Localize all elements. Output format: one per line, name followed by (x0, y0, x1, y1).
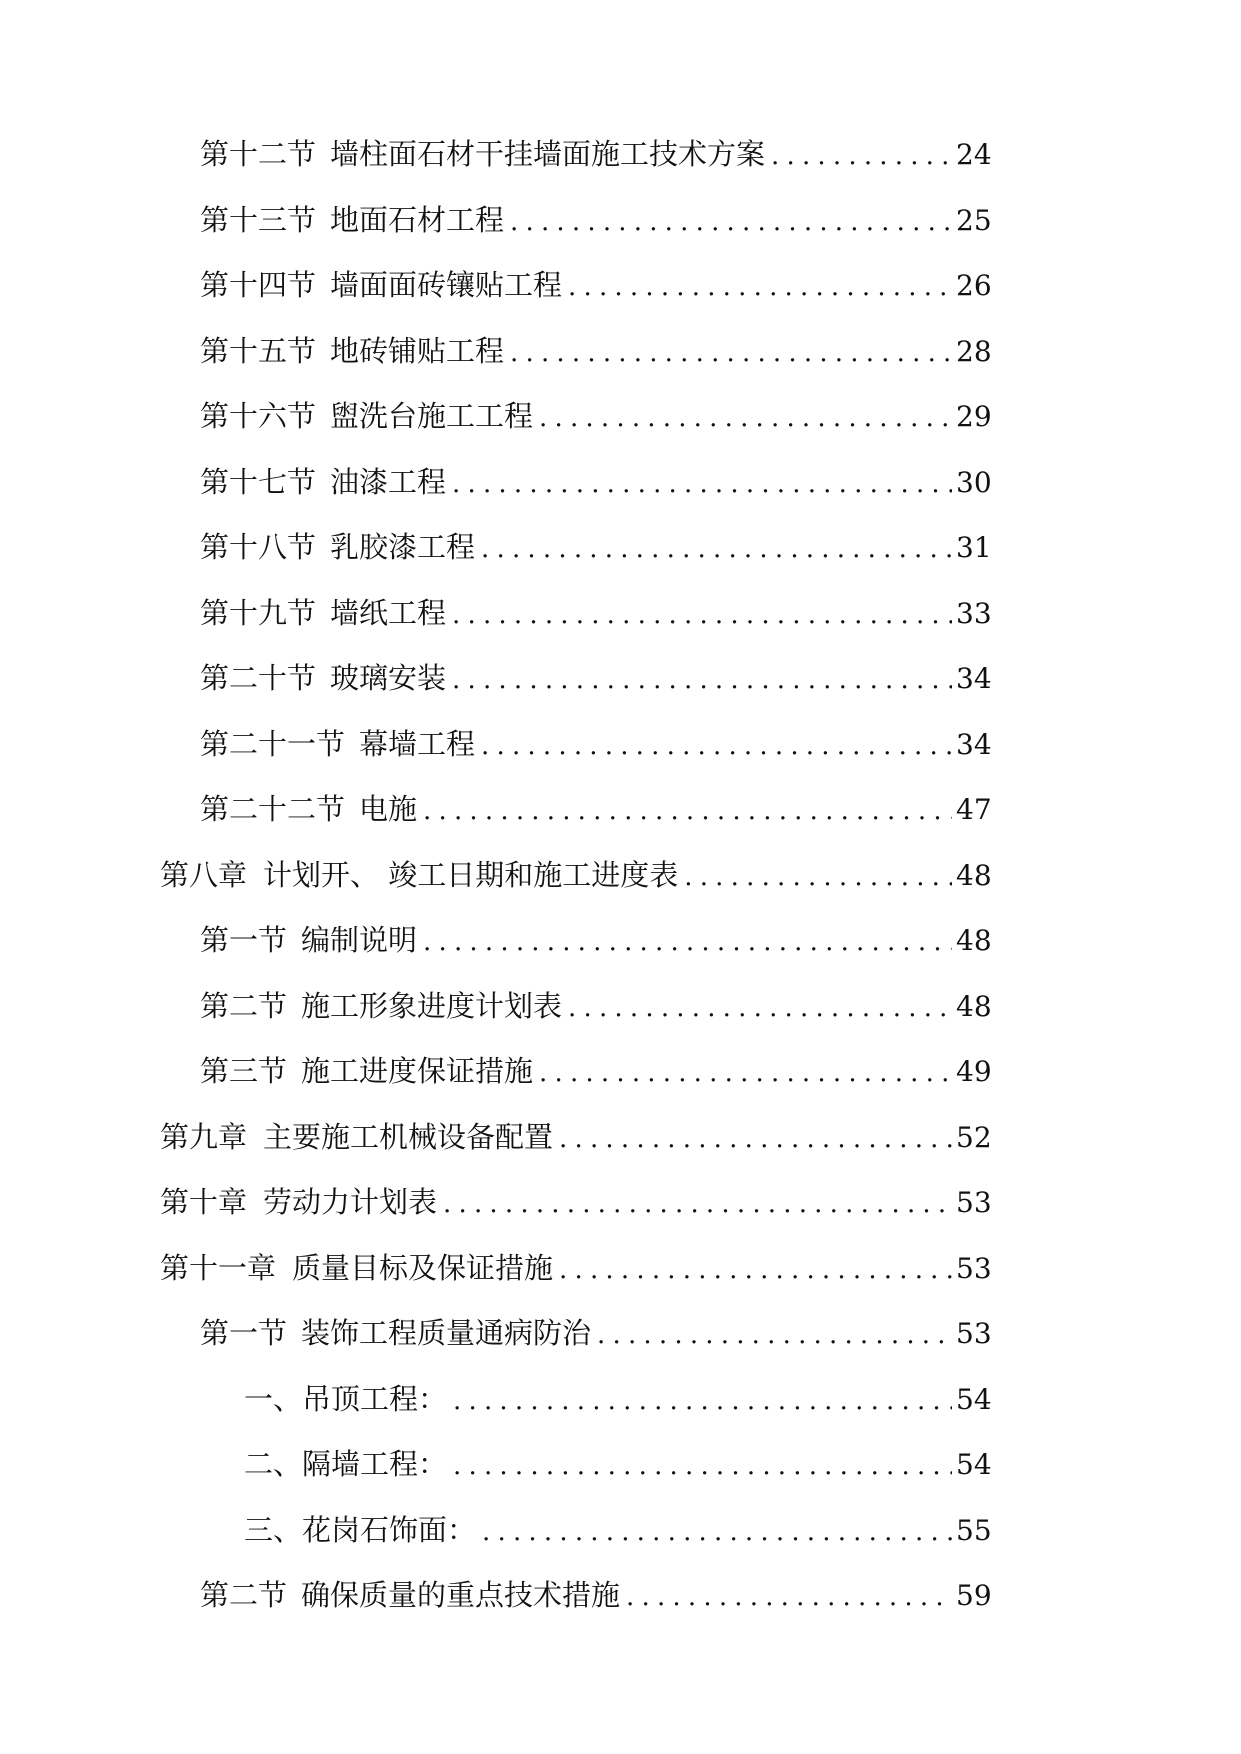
toc-entry-title: 计划开、 竣工日期和施工进度表 (263, 857, 679, 892)
toc-entry-title: 编制说明 (301, 923, 418, 957)
toc-entry-title: 地砖铺贴工程 (330, 333, 505, 368)
toc-entry-title: 地面石材工程 (330, 202, 505, 237)
toc-entry-number: 第二十节 (200, 661, 317, 695)
toc-entry-page: 59 (956, 1579, 992, 1612)
dot-leader (771, 124, 952, 190)
dot-leader (539, 386, 952, 452)
dot-leader (452, 583, 952, 649)
toc-chapter-entry[interactable] (160, 1236, 992, 1302)
dot-leader (626, 1565, 952, 1631)
toc-entry[interactable] (160, 253, 992, 319)
toc-entry[interactable] (160, 450, 992, 516)
toc-entry[interactable] (160, 712, 992, 778)
toc-entry-number: 三、 (244, 1512, 303, 1547)
table-of-contents (160, 122, 992, 1629)
toc-entry-title: 主要施工机械设备配置 (263, 1119, 554, 1154)
dot-leader (443, 1172, 952, 1238)
toc-entry-number: 第十六节 (200, 399, 317, 433)
toc-entry-number: 二、 (244, 1447, 303, 1481)
toc-entry-page: 48 (956, 989, 992, 1023)
dot-leader (559, 1107, 952, 1173)
toc-entry-title: 幕墙工程 (359, 726, 476, 761)
toc-entry-number: 第二十二节 (200, 792, 346, 826)
toc-entry-page: 33 (956, 596, 992, 630)
dot-leader (568, 976, 952, 1042)
toc-entry[interactable] (160, 1563, 992, 1629)
toc-entry[interactable] (160, 515, 992, 581)
toc-entry-number: 第十五节 (200, 333, 317, 368)
dot-leader (559, 1238, 952, 1304)
toc-entry-number: 第一节 (200, 923, 288, 957)
toc-entry-title: 玻璃安装 (330, 661, 447, 695)
toc-entry-page: 53 (956, 1317, 992, 1350)
toc-entry-number: 第十八节 (200, 530, 317, 564)
toc-entry-title: 乳胶漆工程 (330, 530, 476, 564)
dot-leader (423, 910, 952, 976)
toc-entry-page: 48 (956, 858, 992, 892)
toc-entry-number: 第二节 (200, 988, 288, 1023)
dot-leader (481, 714, 952, 780)
toc-entry-title: 吊顶工程： (302, 1381, 448, 1416)
toc-entry-page: 54 (956, 1382, 992, 1416)
toc-entry-page: 48 (956, 924, 992, 957)
toc-entry-page: 24 (956, 138, 992, 171)
dot-leader (597, 1303, 952, 1369)
toc-entry-number: 第十二节 (200, 137, 317, 171)
toc-entry-page: 53 (956, 1251, 992, 1285)
toc-entry[interactable] (160, 122, 992, 188)
dot-leader (482, 1500, 952, 1566)
toc-entry-page: 54 (956, 1448, 992, 1481)
toc-entry-title: 墙面面砖镶贴工程 (330, 268, 563, 302)
toc-subentry[interactable] (160, 1432, 992, 1498)
dot-leader (423, 779, 952, 845)
toc-entry-page: 31 (956, 531, 992, 564)
toc-entry-page: 47 (956, 793, 992, 826)
dot-leader (510, 190, 952, 256)
toc-entry-number: 第八章 (160, 857, 248, 892)
toc-entry-number: 第九章 (160, 1119, 248, 1154)
dot-leader (568, 255, 952, 321)
toc-entry-title: 施工形象进度计划表 (301, 988, 563, 1023)
toc-entry-title: 确保质量的重点技术措施 (301, 1578, 621, 1612)
dot-leader (539, 1041, 952, 1107)
toc-entry-title: 电施 (359, 792, 418, 826)
toc-entry-title: 质量目标及保证措施 (292, 1250, 554, 1285)
toc-entry[interactable] (160, 1039, 992, 1105)
toc-entry-page: 26 (956, 269, 992, 302)
dot-leader (510, 321, 952, 387)
toc-subentry[interactable] (160, 1498, 992, 1564)
dot-leader (453, 1434, 952, 1500)
toc-chapter-entry[interactable] (160, 843, 992, 909)
toc-entry-number: 第十章 (160, 1185, 248, 1219)
toc-entry-number: 第二节 (200, 1578, 288, 1612)
toc-entry-title: 施工进度保证措施 (301, 1054, 534, 1088)
toc-entry-number: 第二十一节 (200, 726, 346, 761)
toc-entry-number: 第十七节 (200, 464, 317, 499)
toc-entry-title: 花岗石饰面： (302, 1512, 477, 1547)
toc-entry[interactable] (160, 646, 992, 712)
toc-chapter-entry[interactable] (160, 1170, 992, 1236)
dot-leader (481, 517, 952, 583)
toc-entry-page: 49 (956, 1055, 992, 1088)
toc-entry-page: 53 (956, 1186, 992, 1219)
toc-entry-number: 第十四节 (200, 268, 317, 302)
toc-entry-number: 第一节 (200, 1316, 288, 1350)
toc-entry-page: 34 (956, 662, 992, 695)
toc-entry[interactable] (160, 319, 992, 385)
dot-leader (453, 1369, 952, 1435)
toc-entry-number: 第三节 (200, 1054, 288, 1088)
toc-entry-title: 墙柱面石材干挂墙面施工技术方案 (330, 137, 766, 171)
toc-entry-page: 29 (956, 400, 992, 433)
toc-entry-page: 34 (956, 727, 992, 761)
toc-entry[interactable] (160, 908, 992, 974)
dot-leader (452, 648, 952, 714)
toc-entry-number: 第十三节 (200, 202, 317, 237)
toc-chapter-entry[interactable] (160, 1105, 992, 1171)
toc-entry[interactable] (160, 581, 992, 647)
toc-entry-title: 劳动力计划表 (263, 1185, 438, 1219)
toc-entry-page: 55 (956, 1513, 992, 1547)
toc-entry[interactable] (160, 188, 992, 254)
toc-entry[interactable] (160, 384, 992, 450)
toc-entry-number: 一、 (244, 1381, 303, 1416)
toc-entry-page: 25 (956, 203, 992, 237)
toc-entry-title: 油漆工程 (330, 464, 447, 499)
toc-entry-title: 盥洗台施工工程 (330, 399, 534, 433)
toc-entry-page: 52 (956, 1120, 992, 1154)
toc-entry[interactable] (160, 974, 992, 1040)
toc-entry-title: 装饰工程质量通病防治 (301, 1316, 592, 1350)
dot-leader (684, 845, 952, 911)
dot-leader (452, 452, 952, 518)
toc-entry-title: 墙纸工程 (330, 595, 447, 630)
toc-subentry[interactable] (160, 1367, 992, 1433)
toc-entry-page: 28 (956, 334, 992, 368)
toc-entry[interactable] (160, 777, 992, 843)
toc-entry-page: 30 (956, 465, 992, 499)
toc-entry-number: 第十九节 (200, 595, 317, 630)
toc-entry[interactable] (160, 1301, 992, 1367)
toc-entry-number: 第十一章 (160, 1250, 277, 1285)
toc-entry-title: 隔墙工程： (302, 1447, 448, 1481)
